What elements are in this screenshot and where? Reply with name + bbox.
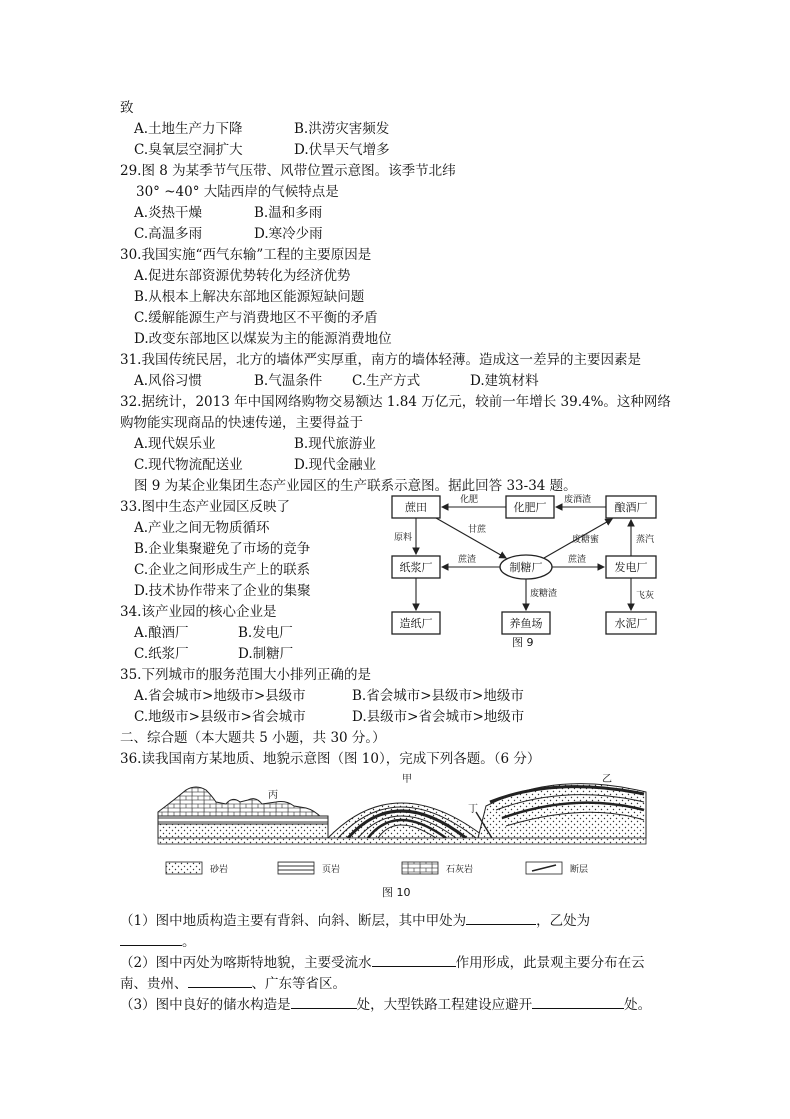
q36-sub2-text-c: 南、贵州、 [120,976,188,992]
sand-layer-left [158,824,328,838]
q28-option-d: D.伏旱天气增多 [294,142,390,158]
q35-option-c: C.地级市>县级市>省会城市 [134,709,306,725]
q32-option-b: B.现代旅游业 [294,436,376,452]
legend-sandstone-swatch [166,862,202,874]
q36-sub2-text-d: 、广东等省区。 [251,976,346,992]
q33-stem: 33.图中生态产业园区反映了 [120,499,290,515]
q35-option-d: D.县级市>省会城市>地级市 [352,709,525,725]
q36-sub3-text-c: 处。 [624,997,652,1013]
q34-option-b: B.发电厂 [238,625,293,641]
node-brewery-label: 酿酒厂 [614,501,648,514]
edge-label-cane: 甘蔗 [468,525,487,535]
fig10-caption: 图 10 [382,886,411,899]
q34-option-c: C.纸浆厂 [134,646,189,662]
q28-option-b: B.洪涝灾害频发 [294,121,390,137]
q29-option-a: A.炎热干燥 [134,205,203,221]
edge-label-raw: 原料 [394,533,413,543]
q34-stem: 34.该产业园的核心企业是 [120,604,277,620]
q31-option-d: D.建筑材料 [470,373,539,389]
legend-limestone-label: 石灰岩 [446,865,474,875]
q33-option-d: D.技术协作带来了企业的集聚 [134,583,311,599]
q35-option-b: B.省会城市>县级市>地级市 [352,688,524,704]
edge-cane [436,518,506,558]
edge-label-molasses-waste: 废糖渣 [530,589,558,599]
label-jia: 甲 [402,774,412,785]
fig9-caption: 图 9 [512,636,534,648]
node-power-label: 发电厂 [614,561,648,574]
q36-sub1-line2 [120,931,196,951]
q34-option-a: A.酿酒厂 [134,625,189,641]
q33-option-a: A.产业之间无物质循环 [134,520,270,536]
q30-option-d: D.改变东部地区以煤炭为主的能源消费地位 [134,331,392,347]
node-pulp-label: 纸浆厂 [399,561,433,574]
q36-sub2-line1 [120,952,645,972]
legend-limestone-swatch [402,862,438,874]
q31-option-b: B.气温条件 [254,373,323,389]
answer-blank-jia[interactable] [466,910,536,925]
shale-layer-left [158,816,328,824]
q36-sub1-text-b: ，乙处为 [536,913,591,929]
q29-option-d: D.寒冷少雨 [254,226,323,242]
q32-stem-line1: 32.据统计，2013 年中国网络购物交易额达 1.84 万亿元，较前一年增长 39.4%。这种网络 [120,394,671,410]
q30-option-c: C.缓解能源生产与消费地区不平衡的矛盾 [134,310,378,326]
q36-sub2-line2 [120,973,346,993]
q33-option-c: C.企业之间形成生产上的联系 [134,562,311,578]
q31-stem: 31.我国传统民居，北方的墙体严实厚重，南方的墙体轻薄。造成这一差异的主要因素是 [120,352,641,368]
edge-label-bagasse-power: 蔗渣 [568,555,587,565]
q33-option-b: B.企业集聚避免了市场的竞争 [134,541,311,557]
q36-sub1-line1 [120,910,590,930]
node-fertilizer-label: 化肥厂 [513,501,547,514]
legend-sandstone-label: 砂岩 [210,865,229,875]
fig9-diagram [388,488,674,648]
q30-option-a: A.促进东部资源优势转化为经济优势 [134,268,351,284]
answer-blank-province[interactable] [188,973,252,988]
q29-option-b: B.温和多雨 [254,205,323,221]
q36-sub3-text-b: 处，大型铁路工程建设应避开 [356,997,533,1013]
fig9-intro: 图 9 为某企业集团生态产业园区的生产联系示意图。据此回答 33-34 题。 [134,478,577,494]
edge-label-molasses: 废糖蜜 [572,535,600,545]
fig10-diagram [156,772,652,902]
edge-label-steam: 蒸汽 [636,535,655,545]
node-sugar-label: 制糖厂 [509,561,543,574]
node-paper-label: 造纸厂 [399,617,433,630]
q36-sub3-text-a: （3）图中良好的储水构造是 [120,997,291,1013]
q28-stem-tail: 致 [120,100,134,116]
q34-option-d: D.制糖厂 [238,646,294,662]
section-2-heading: 二、综合题（本大题共 5 小题，共 30 分。） [120,730,386,746]
legend-shale-swatch [278,862,314,874]
q36-sub1-text-c: 。 [182,934,196,950]
q36-sub1-text-a: （1）图中地质构造主要有背斜、向斜、断层，其中甲处为 [120,913,467,929]
q29-stem-line1: 29.图 8 为某季节气压带、风带位置示意图。该季节北纬 [120,163,456,179]
label-yi: 乙 [602,774,612,785]
node-fish-label: 养鱼场 [509,617,543,630]
q31-option-a: A.风俗习惯 [134,373,203,389]
label-ding: 丁 [468,804,478,815]
node-cement-label: 水泥厂 [614,617,648,630]
q36-sub2-text-a: （2）图中丙处为喀斯特地貌，主要受流水 [120,955,372,971]
q28-option-c: C.臭氧层空洞扩大 [134,142,243,158]
edge-label-fertilizer: 化肥 [460,495,479,505]
syncline-block [478,784,646,838]
q28-option-a: A.土地生产力下降 [134,121,243,137]
q36-sub2-text-b: 作用形成，此景观主要分布在云 [455,955,645,971]
answer-blank-erosion[interactable] [372,952,456,967]
q32-option-d: D.现代金融业 [294,457,377,473]
edge-label-wine-waste: 废酒渣 [564,495,592,505]
q30-stem: 30.我国实施“西气东输”工程的主要原因是 [120,247,372,263]
q32-stem-line2: 购物能实现商品的快速传递，主要得益于 [120,415,363,431]
answer-blank-avoid[interactable] [532,994,624,1009]
q31-option-c: C.生产方式 [352,373,421,389]
edge-label-bagasse-pulp: 蔗渣 [458,555,477,565]
q29-stem-line2: 30° ~40° 大陆西岸的气候特点是 [136,184,339,200]
q35-option-a: A.省会城市>地级市>县级市 [134,688,306,704]
q36-sub3-line [120,994,651,1014]
legend-fault-label: 断层 [570,865,589,875]
node-cane-label: 蔗田 [405,501,427,514]
answer-blank-water-storage[interactable] [291,994,357,1009]
edge-label-fly-ash: 飞灰 [636,591,655,601]
label-bing: 丙 [268,790,278,801]
bedrock-strip [158,838,646,844]
answer-blank-yi[interactable] [120,931,182,946]
legend-shale-label: 页岩 [322,865,341,875]
q32-option-a: A.现代娱乐业 [134,436,216,452]
q36-stem: 36.读我国南方某地质、地貌示意图（图 10），完成下列各题。（6 分） [120,751,541,767]
q29-option-c: C.高温多雨 [134,226,203,242]
q35-stem: 35.下列城市的服务范围大小排列正确的是 [120,667,371,683]
q32-option-c: C.现代物流配送业 [134,457,243,473]
q30-option-b: B.从根本上解决东部地区能源短缺问题 [134,289,365,305]
